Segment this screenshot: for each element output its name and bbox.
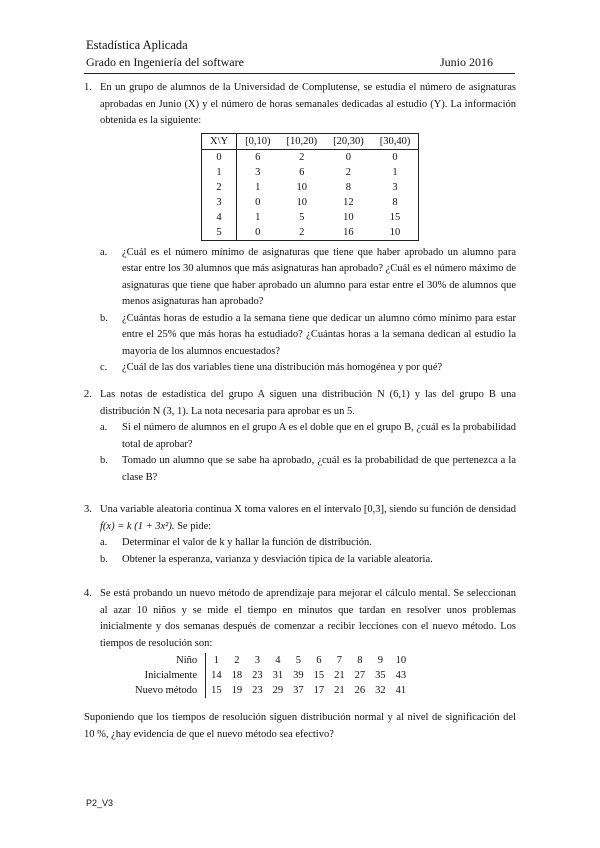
table-cell: 0 xyxy=(255,226,261,238)
sub-question-text: Si el número de alumnos en el grupo A es el doble que en el grupo B, ¿cuál es la probabilidad total de aprobar? xyxy=(122,422,516,450)
table-cell: 0 xyxy=(392,151,398,163)
table-cell: 1 xyxy=(255,211,261,223)
times-table xyxy=(130,653,411,698)
density-formula: f(x) = k (1 + 3x²). xyxy=(100,520,175,532)
table-cell: 10 xyxy=(343,211,354,223)
question-number: 4. xyxy=(84,588,92,599)
table-cell: 3 xyxy=(202,195,237,210)
table-cell: 8 xyxy=(345,181,352,193)
table-header-cell: [20,30) xyxy=(325,133,372,149)
table-cell: 32 xyxy=(375,685,386,696)
table-cell: 9 xyxy=(377,655,383,666)
table-cell: 21 xyxy=(334,685,345,696)
table-cell: 5 xyxy=(202,225,237,241)
table-cell: 37 xyxy=(293,685,304,696)
page-footer: P2_V3 xyxy=(86,798,114,808)
table-row xyxy=(130,683,411,698)
question-text: En un grupo de alumnos de la Universidad de Complutense, se estudia el número de asignaturas aprobadas en Junio (X) y el número de horas semanales dedicadas al estudio (Y). La información obtenida es la siguiente: xyxy=(100,82,516,126)
row-label: Niño xyxy=(130,653,206,668)
table-cell: 27 xyxy=(354,670,366,681)
question-2 xyxy=(84,387,516,486)
frequency-table xyxy=(201,133,419,241)
table-cell: 2 xyxy=(202,180,237,195)
table-cell: 5 xyxy=(295,655,301,666)
table-cell: 15 xyxy=(389,211,401,223)
question-number: 2. xyxy=(84,389,92,400)
table-cell: 4 xyxy=(275,655,281,666)
table-cell: 12 xyxy=(343,196,354,208)
table-cell: 1 xyxy=(392,166,398,178)
sub-question xyxy=(100,311,516,361)
table-cell: 5 xyxy=(299,211,305,223)
row-label: Inicialmente xyxy=(130,668,206,683)
question-text xyxy=(100,502,516,535)
table-cell: 23 xyxy=(252,685,263,696)
table-header-cell: [30,40) xyxy=(372,133,419,149)
table-cell: 8 xyxy=(357,655,363,666)
table-cell: 1 xyxy=(202,165,237,180)
table-cell: 6 xyxy=(299,166,305,178)
question-text: Las notas de estadística del grupo A siguen una distribución N (6,1) y las del grupo B una distribución N (3, 1). La nota necesaria para aprobar es un 5. xyxy=(100,389,516,417)
sub-question-text: ¿Cuántas horas de estudio a la semana tiene que dedicar un alumno cómo mínimo para estar entre el 25% que más horas ha estudiado? ¿Cuántas horas a la semana dedican al estudio la mayoría de los alumnos encuestados? xyxy=(122,312,516,357)
sub-question xyxy=(100,360,516,377)
table-cell: 43 xyxy=(395,670,407,681)
table-cell: 19 xyxy=(231,685,243,696)
table-row xyxy=(202,210,419,225)
table-row xyxy=(202,149,419,165)
table-cell: 0 xyxy=(345,151,352,163)
table-cell: 39 xyxy=(293,670,304,681)
sub-question xyxy=(100,245,516,311)
table-cell: 0 xyxy=(255,196,261,208)
table-cell: 0 xyxy=(202,149,237,165)
table-cell: 10 xyxy=(296,181,308,193)
table-row xyxy=(202,225,419,241)
question-4 xyxy=(84,586,516,743)
degree-title: Grado en Ingeniería del software xyxy=(86,55,244,69)
table-wrapper xyxy=(84,133,516,241)
sub-question-text: Tomado un alumno que se sabe ha aprobado, ¿cuál es la probabilidad de que pertenezca a la clase B? xyxy=(122,455,516,483)
table-cell: 10 xyxy=(389,226,401,238)
sub-question xyxy=(100,535,516,552)
table-row xyxy=(130,653,411,668)
table-cell: 3 xyxy=(255,166,261,178)
sub-question-letter: c. xyxy=(100,362,108,373)
table-cell: 10 xyxy=(395,655,407,666)
sub-question-letter: a. xyxy=(100,246,108,258)
sub-question-letter: b. xyxy=(100,553,108,565)
exam-date: Junio 2016 xyxy=(440,55,494,69)
question-text: Se está probando un nuevo método de aprendizaje para mejorar el cálculo mental. Se seleccionan al azar 10 niños y se mide el tiempo en minutos que tardan en resolver unos problemas inicialmente y dos semanas después de comenzar a recibir lecciones con el nuevo método. Los tiempos de resolución son: xyxy=(100,588,516,649)
question-1 xyxy=(84,80,516,377)
sub-question xyxy=(100,420,516,453)
question-closing: Suponiendo que los tiempos de resolución siguen distribución normal y al nivel de significación del 10 %, ¿hay evidencia de que el nuevo método sea efectivo? xyxy=(84,712,516,740)
table-cell: 2 xyxy=(234,655,240,666)
table-cell: 2 xyxy=(345,166,352,178)
table-cell: 1 xyxy=(213,655,219,666)
sub-question-text: ¿Cuál de las dos variables tiene una distribución más homogénea y por qué? xyxy=(122,362,443,373)
sub-question xyxy=(100,453,516,486)
table-cell: 3 xyxy=(254,655,260,666)
table-cell: 8 xyxy=(392,196,398,208)
question-number: 1. xyxy=(84,82,92,93)
table-row xyxy=(202,195,419,210)
table-cell: 41 xyxy=(395,685,407,696)
table-cell: 31 xyxy=(272,670,284,681)
table-cell: 2 xyxy=(299,226,305,238)
sub-question xyxy=(100,552,516,569)
table-cell: 14 xyxy=(211,670,222,681)
sub-question-text: ¿Cuál es el número mínimo de asignaturas que tiene que haber aprobado un alumno para estar entre los 30 alumnos que más asignaturas han aprobado? ¿Cuál es el número máximo de asignaturas que tiene que haber aprobado un alumno para estar entre el 30% de alumnos que menos asignaturas han aprobado? xyxy=(122,246,516,307)
table-cell: 21 xyxy=(334,670,345,681)
table-header-cell: [10,20) xyxy=(278,133,325,149)
table-cell: 17 xyxy=(313,685,325,696)
table-cell: 6 xyxy=(316,655,322,666)
table-wrapper xyxy=(84,653,516,698)
table-row xyxy=(202,180,419,195)
table-cell: 7 xyxy=(336,655,342,666)
question-3 xyxy=(84,502,516,568)
header-rule xyxy=(84,73,515,74)
row-label: Nuevo método xyxy=(130,683,206,698)
table-row xyxy=(202,165,419,180)
table-cell: 6 xyxy=(255,151,261,163)
table-cell: 1 xyxy=(255,181,261,193)
sub-question-text: Obtener la esperanza, varianza y desviación típica de la variable aleatoria. xyxy=(122,553,433,565)
table-cell: 29 xyxy=(272,685,284,696)
table-cell: 15 xyxy=(313,670,325,681)
question-text-before: Una variable aleatoria continua X toma valores en el intervalo [0,3], siendo su función de densidad xyxy=(100,504,516,515)
question-number: 3. xyxy=(84,504,92,515)
sub-question-text: Determinar el valor de k y hallar la función de distribución. xyxy=(122,537,372,548)
sub-question-letter: b. xyxy=(100,312,108,324)
table-cell: 26 xyxy=(354,685,366,696)
table-cell: 4 xyxy=(202,210,237,225)
table-cell: 10 xyxy=(296,196,308,208)
table-cell: 15 xyxy=(211,685,222,696)
course-title: Estadística Aplicada xyxy=(86,38,188,52)
table-cell: 16 xyxy=(343,226,354,238)
sub-question-letter: a. xyxy=(100,537,108,548)
table-cell: 18 xyxy=(231,670,243,681)
table-header-cell: [0,10) xyxy=(237,133,279,149)
sub-question-letter: a. xyxy=(100,422,108,433)
table-header-cell: X\Y xyxy=(202,133,237,149)
question-text-after: Se pide: xyxy=(174,520,212,532)
table-cell: 2 xyxy=(299,151,305,163)
sub-question-letter: b. xyxy=(100,455,108,466)
table-row xyxy=(130,668,411,683)
table-cell: 23 xyxy=(252,670,263,681)
table-cell: 3 xyxy=(392,181,398,193)
table-cell: 35 xyxy=(375,670,386,681)
